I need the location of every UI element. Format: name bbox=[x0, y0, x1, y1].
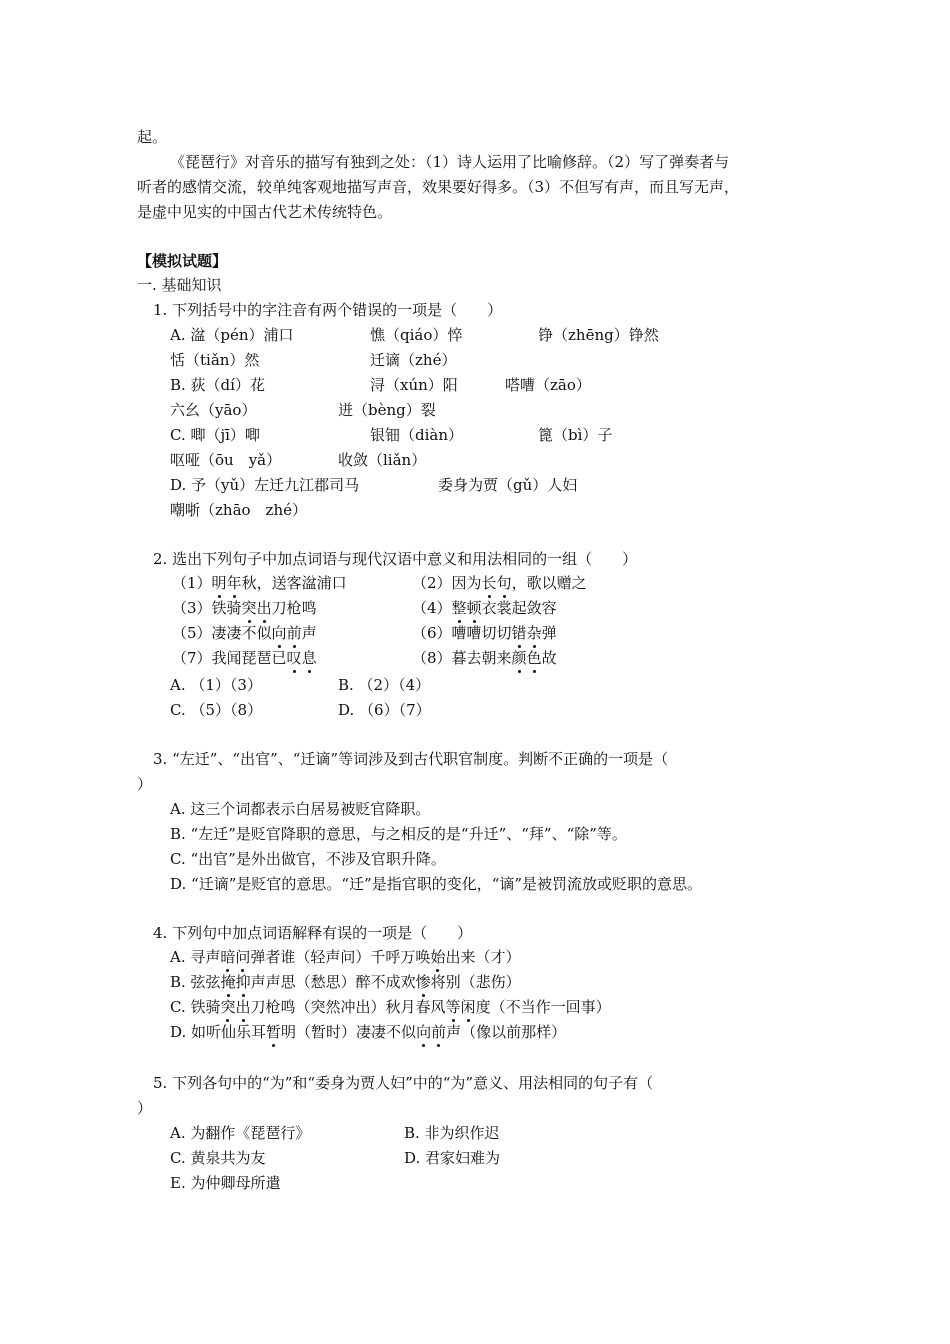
q1-option-c-item: 呕哑（ōu yǎ） bbox=[170, 451, 282, 469]
dotted-word bbox=[287, 649, 317, 667]
emphasis-dot-char: 突 bbox=[220, 998, 236, 1016]
q1-option-a-item: 铮（zhēng）铮然 bbox=[538, 326, 659, 344]
emphasis-dot-char: 前 bbox=[431, 1023, 447, 1041]
q2-sentence-1: （1）明年秋，送客湓浦口 bbox=[172, 574, 347, 592]
q1-option-c-item: 收敛（liǎn） bbox=[338, 451, 427, 469]
q4-choice-c: C. 铁骑突出刀枪鸣（突然冲出）秋月春风等闲度（不当作一回事） bbox=[170, 998, 611, 1016]
intro-paragraph-line: 是虚中见实的中国古代艺术传统特色。 bbox=[137, 203, 393, 221]
emphasis-dot-char: 突 bbox=[241, 599, 257, 617]
dotted-word bbox=[220, 948, 250, 966]
dotted-word bbox=[242, 599, 272, 617]
question-5-stem: 5. 下列各句中的“为”和“委身为贾人妇”中的“为”意义、用法相同的句子有（ bbox=[153, 1074, 654, 1092]
dotted-word bbox=[220, 998, 250, 1016]
q3-choice-d: D. “迁谪”是贬官的意思。“迁”是指官职的变化，“谪”是被罚流放或贬职的意思。 bbox=[170, 875, 703, 893]
emphasis-dot-char: 错 bbox=[511, 624, 527, 642]
emphasis-dot-char: 前 bbox=[286, 624, 302, 642]
dotted-word bbox=[272, 624, 302, 642]
q4-choice-a: A. 寻声暗问弹者谁（轻声问）千呼万唤始出来（才） bbox=[170, 948, 521, 966]
q2-sentence-7: （7）我闻琵琶已叹息 bbox=[172, 649, 317, 667]
emphasis-dot-char: 年 bbox=[226, 574, 242, 592]
q1-option-c-item: C. 唧（jī）唧 bbox=[170, 426, 260, 444]
emphasis-dot-char: 色 bbox=[526, 649, 542, 667]
q1-option-a-item: A. 湓（pén）浦口 bbox=[170, 326, 294, 344]
dotted-word bbox=[430, 948, 445, 966]
q3-choice-c: C. “出官”是外出做官，不涉及官职升降。 bbox=[170, 850, 446, 868]
emphasis-dot-char: 出 bbox=[235, 998, 251, 1016]
q1-option-c-item: 银钿（diàn） bbox=[370, 426, 464, 444]
emphasis-dot-char: 抑 bbox=[235, 973, 251, 991]
q5-choice-d: D. 君家妇难为 bbox=[404, 1149, 501, 1167]
emphasis-dot-char: 息 bbox=[301, 649, 317, 667]
part-heading: 一. 基础知识 bbox=[137, 276, 222, 294]
q1-option-d-item: 嘲哳（zhāo zhé） bbox=[170, 501, 307, 519]
emphasis-dot-char: 惨 bbox=[415, 973, 431, 991]
emphasis-dot-char: 向 bbox=[416, 1023, 432, 1041]
dotted-word bbox=[482, 574, 512, 592]
emphasis-dot-char: 闲 bbox=[460, 998, 476, 1016]
q1-option-a-item: 恬（tiǎn）然 bbox=[170, 351, 260, 369]
intro-line-end: 起。 bbox=[137, 128, 168, 146]
question-4-stem: 4. 下列句中加点词语解释有误的一项是（ ） bbox=[153, 924, 473, 942]
emphasis-dot-char: 问 bbox=[235, 948, 251, 966]
question-2-stem: 2. 选出下列句子中加点词语与现代汉语中意义和用法相同的一组（ ） bbox=[153, 550, 638, 568]
emphasis-dot-char: 长 bbox=[481, 574, 497, 592]
dotted-word bbox=[416, 1023, 446, 1041]
q1-option-b-item: 嗒嘈（zāo） bbox=[505, 376, 591, 394]
emphasis-dot-char: 叹 bbox=[286, 649, 302, 667]
question-3-stem-cont: ） bbox=[137, 775, 153, 793]
dotted-word bbox=[212, 574, 242, 592]
q2-choice-b: B. （2）（4） bbox=[338, 676, 431, 694]
dotted-word bbox=[416, 973, 431, 991]
emphasis-dot-char: 杂 bbox=[526, 624, 542, 642]
q1-option-d-item: 委身为贾（gǔ）人妇 bbox=[438, 476, 578, 494]
emphasis-dot-char: 掩 bbox=[220, 973, 236, 991]
emphasis-dot-char: 顿 bbox=[466, 599, 482, 617]
emphasis-dot-char: 暂 bbox=[266, 1023, 282, 1041]
q2-choice-a: A. （1）（3） bbox=[170, 676, 262, 694]
q2-sentence-3: （3）铁骑突出刀枪鸣 bbox=[172, 599, 317, 617]
dotted-word bbox=[446, 998, 476, 1016]
emphasis-dot-char: 整 bbox=[451, 599, 467, 617]
q2-sentence-4: （4）整顿衣裳起敛容 bbox=[412, 599, 557, 617]
intro-paragraph-line: 听者的感情交流，较单纯客观地描写声音，效果要好得多。（3）不但写有声，而且写无声， bbox=[137, 178, 740, 196]
question-3-stem: 3. “左迁”、“出官”、“迁谪”等词涉及到古代职官制度。判断不正确的一项是（ bbox=[153, 750, 669, 768]
q2-choice-d: D. （6）（7） bbox=[338, 701, 431, 719]
q1-option-b-item: 浔（xún）阳 bbox=[370, 376, 458, 394]
q1-option-b-item: 迸（bèng）裂 bbox=[338, 401, 436, 419]
q1-option-a-item: 憔（qiáo）悴 bbox=[370, 326, 463, 344]
dotted-word bbox=[266, 1023, 281, 1041]
q1-option-a-item: 迁谪（zhé） bbox=[370, 351, 457, 369]
emphasis-dot-char: 暗 bbox=[220, 948, 236, 966]
dotted-word bbox=[512, 649, 542, 667]
emphasis-dot-char: 始 bbox=[430, 948, 446, 966]
q4-choice-b: B. 弦弦掩抑声声思（愁思）醉不成欢惨将别（悲伤） bbox=[170, 973, 521, 991]
emphasis-dot-char: 句 bbox=[496, 574, 512, 592]
q3-choice-b: B. “左迁”是贬官降职的意思，与之相反的是“升迁”、“拜”、“除”等。 bbox=[170, 825, 627, 843]
q2-sentence-5: （5）凄凄不似向前声 bbox=[172, 624, 317, 642]
emphasis-dot-char: 出 bbox=[256, 599, 272, 617]
question-1-stem: 1. 下列括号中的字注音有两个错误的一项是（ ） bbox=[153, 301, 503, 319]
q5-choice-c: C. 黄泉共为友 bbox=[170, 1149, 266, 1167]
q2-sentence-6: （6）嘈嘈切切错杂弹 bbox=[412, 624, 557, 642]
intro-paragraph-line: 《琵琶行》对音乐的描写有独到之处：（1）诗人运用了比喻修辞。（2）写了弹奏者与 bbox=[170, 153, 730, 171]
q1-option-c-item: 篦（bì）子 bbox=[538, 426, 613, 444]
q3-choice-a: A. 这三个词都表示白居易被贬官降职。 bbox=[170, 800, 431, 818]
q1-option-b-item: 六幺（yāo） bbox=[170, 401, 257, 419]
emphasis-dot-char: 明 bbox=[211, 574, 227, 592]
emphasis-dot-char: 向 bbox=[271, 624, 287, 642]
q2-sentence-2: （2）因为长句，歌以赠之 bbox=[412, 574, 587, 592]
q4-choice-d: D. 如听仙乐耳暂明（暂时）凄凄不似向前声（像以前那样） bbox=[170, 1023, 567, 1041]
q2-choice-c: C. （5）（8） bbox=[170, 701, 263, 719]
section-heading: 【模拟试题】 bbox=[137, 252, 228, 270]
emphasis-dot-char: 等 bbox=[445, 998, 461, 1016]
q2-sentence-8: （8）暮去朝来颜色故 bbox=[412, 649, 557, 667]
q1-option-d-item: D. 予（yǔ）左迁九江郡司马 bbox=[170, 476, 360, 494]
question-5-stem-cont: ） bbox=[137, 1099, 153, 1117]
dotted-word bbox=[452, 599, 482, 617]
emphasis-dot-char: 颜 bbox=[511, 649, 527, 667]
dotted-word bbox=[221, 973, 251, 991]
q5-choice-a: A. 为翻作《琵琶行》 bbox=[170, 1124, 311, 1142]
q1-option-b-item: B. 荻（dí）花 bbox=[170, 376, 265, 394]
q5-choice-e: E. 为仲卿母所遣 bbox=[170, 1174, 281, 1192]
q5-choice-b: B. 非为织作迟 bbox=[404, 1124, 500, 1142]
dotted-word bbox=[512, 624, 542, 642]
